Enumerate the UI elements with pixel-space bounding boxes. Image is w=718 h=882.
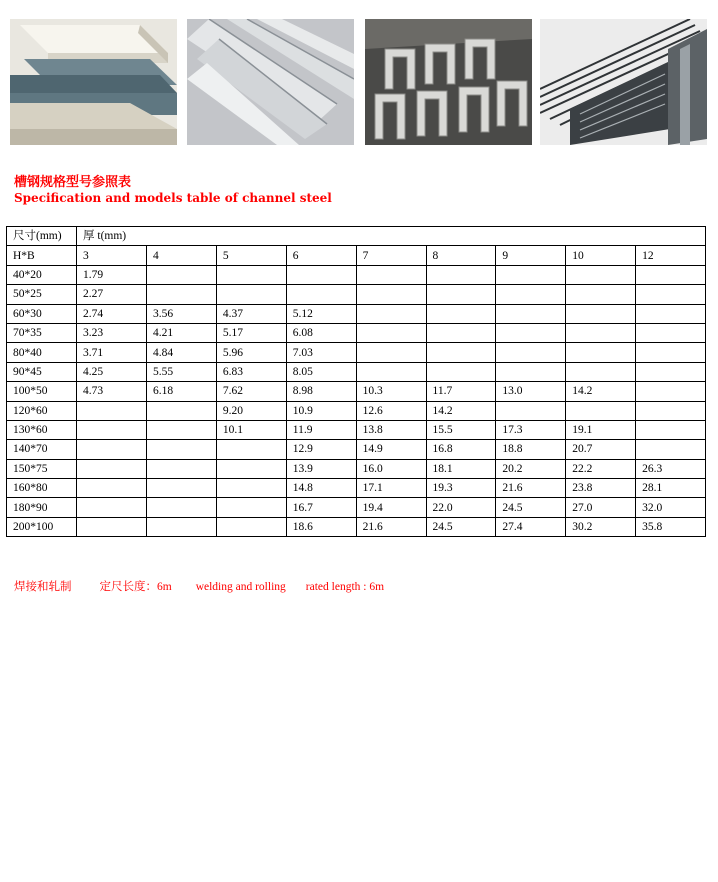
weight-cell — [496, 323, 566, 342]
weight-cell — [496, 362, 566, 381]
weight-cell: 22.2 — [566, 459, 636, 478]
weight-cell: 32.0 — [636, 498, 706, 517]
weight-cell — [566, 323, 636, 342]
weight-cell — [356, 304, 426, 323]
size-cell: 140*70 — [7, 440, 77, 459]
size-cell: H*B — [7, 246, 77, 265]
weight-cell: 5.12 — [286, 304, 356, 323]
weight-cell — [77, 440, 147, 459]
weight-cell — [216, 517, 286, 536]
weight-cell — [356, 323, 426, 342]
weight-cell: 10.3 — [356, 382, 426, 401]
weight-cell — [496, 265, 566, 284]
weight-cell: 6 — [286, 246, 356, 265]
table-row — [7, 440, 706, 459]
weight-cell: 10.1 — [216, 420, 286, 439]
weight-cell — [566, 285, 636, 304]
size-cell: 60*30 — [7, 304, 77, 323]
weight-cell — [147, 401, 217, 420]
weight-cell: 5.96 — [216, 343, 286, 362]
channel-steel-photo-2 — [187, 19, 354, 145]
weight-cell — [566, 343, 636, 362]
table-row — [7, 285, 706, 304]
table-row — [7, 401, 706, 420]
size-cell: 50*25 — [7, 285, 77, 304]
weight-cell — [636, 440, 706, 459]
weight-cell — [566, 401, 636, 420]
weight-cell: 2.27 — [77, 285, 147, 304]
weight-cell — [426, 323, 496, 342]
weight-cell — [356, 343, 426, 362]
weight-cell — [77, 517, 147, 536]
weight-cell — [216, 498, 286, 517]
channel-steel-photo-1 — [10, 19, 177, 145]
weight-cell: 17.3 — [496, 420, 566, 439]
weight-cell — [356, 265, 426, 284]
weight-cell: 26.3 — [636, 459, 706, 478]
weight-cell: 15.5 — [426, 420, 496, 439]
table-row — [7, 265, 706, 284]
weight-cell: 8.05 — [286, 362, 356, 381]
table-row — [7, 479, 706, 498]
weight-cell — [496, 304, 566, 323]
weight-cell — [636, 323, 706, 342]
weight-cell: 5.17 — [216, 323, 286, 342]
weight-cell — [77, 420, 147, 439]
table-row — [7, 420, 706, 439]
weight-cell: 16.0 — [356, 459, 426, 478]
size-cell: 130*60 — [7, 420, 77, 439]
weight-cell: 12.9 — [286, 440, 356, 459]
weight-cell: 19.1 — [566, 420, 636, 439]
weight-cell: 23.8 — [566, 479, 636, 498]
weight-cell — [566, 362, 636, 381]
weight-cell: 16.7 — [286, 498, 356, 517]
weight-cell: 27.4 — [496, 517, 566, 536]
weight-cell — [77, 498, 147, 517]
weight-cell — [356, 362, 426, 381]
weight-cell — [636, 401, 706, 420]
weight-cell: 16.8 — [426, 440, 496, 459]
weight-cell: 12 — [636, 246, 706, 265]
table-row — [7, 498, 706, 517]
channel-steel-photo-3 — [365, 19, 532, 145]
weight-cell: 5 — [216, 246, 286, 265]
table-row — [7, 382, 706, 401]
weight-cell: 18.8 — [496, 440, 566, 459]
weight-cell — [426, 343, 496, 362]
weight-cell: 4 — [147, 246, 217, 265]
weight-cell — [216, 440, 286, 459]
weight-cell — [426, 362, 496, 381]
weight-cell: 19.4 — [356, 498, 426, 517]
weight-cell: 12.6 — [356, 401, 426, 420]
weight-cell: 3.71 — [77, 343, 147, 362]
thickness-header: 厚 t(mm) — [77, 227, 706, 246]
weight-cell: 4.84 — [147, 343, 217, 362]
weight-cell — [147, 420, 217, 439]
size-cell: 160*80 — [7, 479, 77, 498]
weight-cell — [496, 401, 566, 420]
table-row — [7, 304, 706, 323]
weight-cell: 6.18 — [147, 382, 217, 401]
weight-cell: 28.1 — [636, 479, 706, 498]
weight-cell: 24.5 — [426, 517, 496, 536]
weight-cell: 13.8 — [356, 420, 426, 439]
weight-cell — [216, 479, 286, 498]
size-cell: 40*20 — [7, 265, 77, 284]
weight-cell — [216, 459, 286, 478]
weight-cell — [496, 343, 566, 362]
weight-cell: 8.98 — [286, 382, 356, 401]
weight-cell — [636, 285, 706, 304]
weight-cell — [77, 401, 147, 420]
weight-cell: 5.55 — [147, 362, 217, 381]
weight-cell — [216, 265, 286, 284]
weight-cell: 14.9 — [356, 440, 426, 459]
table-row — [7, 323, 706, 342]
weight-cell: 2.74 — [77, 304, 147, 323]
table-row — [7, 517, 706, 536]
size-cell: 80*40 — [7, 343, 77, 362]
weight-cell: 7.62 — [216, 382, 286, 401]
weight-cell: 9.20 — [216, 401, 286, 420]
weight-cell: 8 — [426, 246, 496, 265]
weight-cell — [566, 304, 636, 323]
weight-cell: 14.8 — [286, 479, 356, 498]
weight-cell: 21.6 — [356, 517, 426, 536]
weight-cell — [77, 459, 147, 478]
weight-cell — [147, 285, 217, 304]
header-row-2 — [7, 246, 706, 265]
weight-cell: 35.8 — [636, 517, 706, 536]
weight-cell: 9 — [496, 246, 566, 265]
weight-cell: 11.9 — [286, 420, 356, 439]
size-cell: 100*50 — [7, 382, 77, 401]
table-title-chinese: 槽钢规格型号参照表 — [14, 175, 132, 190]
weight-cell: 3.23 — [77, 323, 147, 342]
weight-cell — [286, 285, 356, 304]
weight-cell: 11.7 — [426, 382, 496, 401]
table-row — [7, 343, 706, 362]
weight-cell: 22.0 — [426, 498, 496, 517]
weight-cell: 18.1 — [426, 459, 496, 478]
weight-cell: 4.73 — [77, 382, 147, 401]
weight-cell — [147, 440, 217, 459]
size-cell: 150*75 — [7, 459, 77, 478]
header-row-1 — [7, 227, 706, 246]
weight-cell: 30.2 — [566, 517, 636, 536]
weight-cell: 6.08 — [286, 323, 356, 342]
weight-cell: 10 — [566, 246, 636, 265]
weight-cell: 13.0 — [496, 382, 566, 401]
weight-cell — [636, 362, 706, 381]
weight-cell: 7 — [356, 246, 426, 265]
product-photo-strip — [10, 19, 707, 145]
weight-cell: 4.25 — [77, 362, 147, 381]
weight-cell — [636, 304, 706, 323]
weight-cell: 6.83 — [216, 362, 286, 381]
table-row — [7, 362, 706, 381]
weight-cell — [426, 285, 496, 304]
weight-cell: 27.0 — [566, 498, 636, 517]
length-cn: 定尺长度：6m — [99, 581, 172, 593]
weight-cell: 21.6 — [496, 479, 566, 498]
weight-cell: 4.21 — [147, 323, 217, 342]
weight-cell: 13.9 — [286, 459, 356, 478]
weight-cell — [147, 265, 217, 284]
size-cell: 120*60 — [7, 401, 77, 420]
weight-cell: 18.6 — [286, 517, 356, 536]
weight-cell: 3 — [77, 246, 147, 265]
weight-cell — [426, 265, 496, 284]
weight-cell: 20.7 — [566, 440, 636, 459]
size-cell: 200*100 — [7, 517, 77, 536]
weight-cell — [216, 285, 286, 304]
channel-steel-spec-table — [6, 226, 706, 537]
weight-cell: 14.2 — [566, 382, 636, 401]
production-note — [14, 578, 384, 594]
weight-cell — [147, 498, 217, 517]
weight-cell: 19.3 — [426, 479, 496, 498]
weight-cell — [636, 265, 706, 284]
size-header: 尺寸(mm) — [7, 227, 77, 246]
weight-cell — [356, 285, 426, 304]
process-cn: 焊接和轧制 — [14, 581, 72, 593]
weight-cell — [636, 420, 706, 439]
weight-cell — [286, 265, 356, 284]
weight-cell — [636, 343, 706, 362]
weight-cell — [147, 459, 217, 478]
weight-cell: 17.1 — [356, 479, 426, 498]
weight-cell — [77, 479, 147, 498]
weight-cell — [147, 517, 217, 536]
weight-cell: 10.9 — [286, 401, 356, 420]
weight-cell — [636, 382, 706, 401]
weight-cell: 20.2 — [496, 459, 566, 478]
size-cell: 70*35 — [7, 323, 77, 342]
weight-cell: 14.2 — [426, 401, 496, 420]
channel-steel-photo-4 — [540, 19, 707, 145]
weight-cell: 7.03 — [286, 343, 356, 362]
weight-cell: 1.79 — [77, 265, 147, 284]
weight-cell: 3.56 — [147, 304, 217, 323]
table-row — [7, 459, 706, 478]
weight-cell: 4.37 — [216, 304, 286, 323]
weight-cell — [147, 479, 217, 498]
length-en: rated length : 6m — [305, 581, 385, 593]
process-en: welding and rolling — [195, 581, 286, 593]
weight-cell: 24.5 — [496, 498, 566, 517]
size-cell: 180*90 — [7, 498, 77, 517]
weight-cell — [426, 304, 496, 323]
weight-cell — [496, 285, 566, 304]
table-title-english: Specification and models table of channel steel — [14, 191, 332, 205]
size-cell: 90*45 — [7, 362, 77, 381]
weight-cell — [566, 265, 636, 284]
